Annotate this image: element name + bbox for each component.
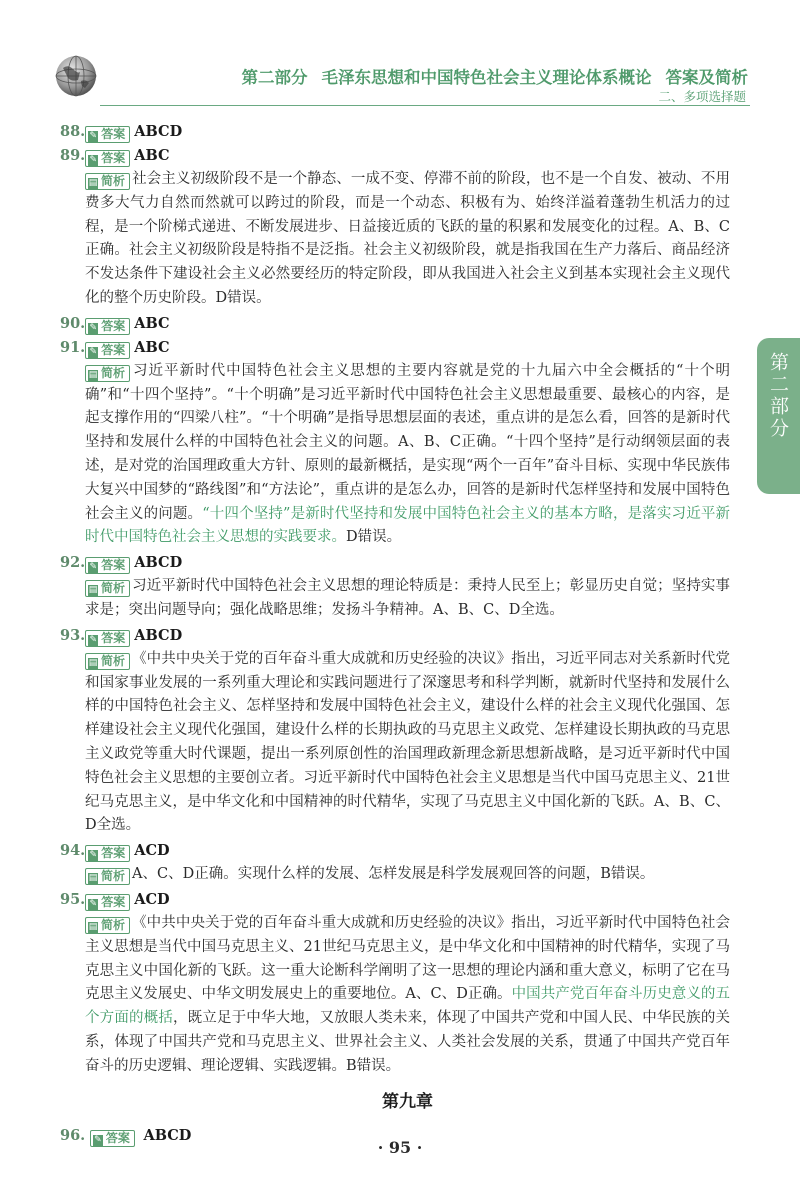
answer-line xyxy=(60,551,740,575)
pencil-icon: ✎ xyxy=(89,155,97,165)
explain-tag xyxy=(85,653,130,670)
header-section: 答案及简析 xyxy=(665,68,748,87)
answer-tag xyxy=(85,318,130,335)
answer-value: ABCD xyxy=(134,123,183,140)
answer-tag-label: 答案 xyxy=(101,151,126,165)
highlighted-text: “十四个坚持”是新时代坚持和发展中国特色社会主义的基本方略，是落实习近平新时代中国特色社会主义思想的实践要求。 xyxy=(85,505,731,546)
answer-value: ABC xyxy=(134,147,170,164)
answer-tag xyxy=(85,894,130,911)
explanation-text: 《中共中央关于党的百年奋斗重大成就和历史经验的决议》指出，习近平新时代中国特色社会主义思想是当代中国马克思主义、21世纪马克思主义，是中华文化和中国精神的时代精华，实现了马克思主义中国化新的飞跃。这一重大论断科学阐明了这一思想的理论内涵和重大意义，标明了它在马克思主义发展史、中华文明发展史上的重要地位。A、C、D正确。 xyxy=(85,914,730,1003)
book-icon: ▤ xyxy=(88,178,98,188)
explain-tag-label: 简析 xyxy=(101,869,126,884)
answer-list xyxy=(60,120,740,1148)
explain-tag xyxy=(85,868,130,885)
explanation-text: 习近平新时代中国特色社会主义思想的理论特质是：秉持人民至上；彰显历史自觉；坚持实事求是；突出问题导向；强化战略思维；发扬斗争精神。A、B、C、D全选。 xyxy=(85,578,730,618)
explanation-paragraph xyxy=(85,912,730,1079)
pencil-icon: ✎ xyxy=(89,322,97,333)
answer-tag-label: 答案 xyxy=(101,630,126,645)
answer-tag xyxy=(85,630,130,647)
pencil-icon: ✎ xyxy=(89,131,97,141)
header-title xyxy=(242,64,749,88)
answer-line xyxy=(60,888,740,912)
answer-tag-label: 答案 xyxy=(101,894,126,909)
answer-value: ABCD xyxy=(143,1126,192,1144)
header-divider xyxy=(100,105,750,106)
answer-value: ACD xyxy=(134,842,170,860)
answer-tag-label: 答案 xyxy=(101,127,126,141)
question-number: 96. xyxy=(60,1126,86,1144)
book-icon: ▤ xyxy=(88,657,98,668)
explanation-paragraph xyxy=(85,648,730,838)
highlighted-text: 中国共产党百年奋斗历史意义的五个方面的概括 xyxy=(85,986,730,1027)
answer-tag xyxy=(85,845,130,862)
explain-tag-label: 简析 xyxy=(101,174,126,188)
book-icon: ▤ xyxy=(88,873,98,884)
pencil-icon: ✎ xyxy=(94,1134,102,1145)
pencil-icon: ✎ xyxy=(89,346,97,357)
explain-tag-label: 简析 xyxy=(101,365,126,380)
globe-icon xyxy=(54,54,98,98)
header-part: 第二部分 xyxy=(241,68,308,87)
pencil-icon: ✎ xyxy=(89,562,97,573)
explanation-paragraph xyxy=(85,863,730,887)
answer-tag-label: 答案 xyxy=(105,1130,130,1145)
explanation-text: 社会主义初级阶段不是一个静态、一成不变、停滞不前的阶段，也不是一个自发、被动、不用费多大气力自然而然就可以跨过的阶段，而是一个动态、积极有为、始终洋溢着蓬勃生机活力的过程，是一个阶梯式递进、不断发展进步、日益接近质的飞跃的量的积累和发展变化的过程。A、B、C正确。社会主义初级阶段是特指不是泛指。社会主义初级阶段，就是指我国在生产力落后、商品经济不发达条件下建设社会主义必然要经历的特定阶段，即从我国进入社会主义到基本实现社会主义现代化的整个历史阶段。D错误。 xyxy=(85,171,730,306)
explanation-paragraph xyxy=(85,575,730,623)
answer-tag-label: 答案 xyxy=(101,846,126,861)
answer-value: ABCD xyxy=(134,554,183,572)
answer-line xyxy=(60,336,740,360)
header-subsection: 二、多项选择题 xyxy=(658,89,746,104)
pencil-icon: ✎ xyxy=(89,634,97,645)
explain-tag xyxy=(85,173,130,190)
answer-line xyxy=(60,839,740,863)
explain-tag-label: 简析 xyxy=(101,917,126,932)
answer-line xyxy=(60,144,740,168)
question-number: 90. xyxy=(60,314,86,332)
question-number: 88. xyxy=(60,123,86,140)
explain-tag-label: 简析 xyxy=(101,653,126,668)
explanation-paragraph xyxy=(85,360,730,550)
chapter-title: 第九章 xyxy=(382,1091,433,1112)
answer-tag xyxy=(85,342,130,359)
page-number: · 95 · xyxy=(377,1138,423,1157)
explanation-text: A、C、D正确。实现什么样的发展、怎样发展是科学发展观回答的问题，B错误。 xyxy=(132,866,655,883)
answer-tag-label: 答案 xyxy=(101,558,126,573)
explanation-paragraph xyxy=(85,168,730,311)
answer-tag-label: 答案 xyxy=(101,318,126,333)
answer-value: ABCD xyxy=(134,626,183,644)
explanation-text: 习近平新时代中国特色社会主义思想的主要内容就是党的十九届六中全会概括的“十个明确”和“十四个坚持”。“十个明确”是习近平新时代中国特色社会主义思想最重要、最核心的内容，是起支撑作用的“四梁八柱”。“十个明确”是指导思想层面的表述，重点讲的是怎么看，回答的是新时代坚持和发展什么样的中国特色社会主义的问题。A、B、C正确。“十四个坚持”是行动纲领层面的表述，是对党的治国理政重大方针、原则的最新概括，是实现“两个一百年”奋斗目标、实现中华民族伟大复兴中国梦的“路线图”和“方法论”，重点讲的是怎么办，回答的是新时代怎样坚持和发展中国特色社会主义的问题。 xyxy=(85,362,730,522)
explain-tag xyxy=(85,580,130,597)
explain-tag xyxy=(85,917,130,934)
book-icon: ▤ xyxy=(88,369,98,380)
pencil-icon: ✎ xyxy=(89,850,97,861)
side-section-tab[interactable] xyxy=(757,338,800,494)
answer-line xyxy=(60,624,740,648)
explain-tag xyxy=(85,365,130,382)
question-number: 89. xyxy=(60,147,86,164)
answer-value: ABC xyxy=(134,338,170,356)
pencil-icon: ✎ xyxy=(89,898,97,909)
answer-tag xyxy=(85,126,130,143)
answer-tag xyxy=(85,150,130,167)
question-number: 94. xyxy=(60,842,86,860)
items-container xyxy=(60,120,740,1079)
answer-tag-label: 答案 xyxy=(101,342,126,357)
explanation-text: 《中共中央关于党的百年奋斗重大成就和历史经验的决议》指出，习近平同志对关系新时代党和国家事业发展的一系列重大理论和实践问题进行了深邃思考和科学判断，就新时代坚持和发展什么样的中国特色社会主义、怎样坚持和发展中国特色社会主义，建设什么样的社会主义现代化强国、怎样建设社会主义现代化强国，建设什么样的长期执政的马克思主义政党、怎样建设长期执政的马克思主义政党等重大时代课题，提出一系列原创性的治国理政新理念新思想新战略，是习近平新时代中国特色社会主义思想的主要创立者。习近平新时代中国特色社会主义思想是当代中国马克思主义、21世纪马克思主义，是中华文化和中国精神的时代精华，实现了马克思主义中国化新的飞跃。A、B、C、D全选。 xyxy=(85,650,730,834)
page-header xyxy=(0,0,800,112)
explain-tag-label: 简析 xyxy=(101,581,126,596)
answer-line xyxy=(60,120,740,144)
question-number: 91. xyxy=(60,338,86,356)
question-number: 95. xyxy=(60,890,86,908)
side-tab-label: 第二部分 xyxy=(767,352,789,440)
answer-tag xyxy=(85,557,130,574)
header-book: 毛泽东思想和中国特色社会主义理论体系概论 xyxy=(321,68,652,87)
explanation-text-end: D错误。 xyxy=(346,529,402,546)
question-number: 93. xyxy=(60,626,86,644)
question-number: 92. xyxy=(60,554,86,572)
answer-value: ABC xyxy=(134,314,170,332)
explanation-text-end: ，既立足于中华大地，又放眼人类未来，体现了中国共产党和中国人民、中华民族的关系，体现了中国共产党和马克思主义、世界社会主义、人类社会发展的关系，贯通了中国共产党百年奋斗的历史逻辑、理论逻辑、实践逻辑。B错误。 xyxy=(85,1010,731,1074)
book-icon: ▤ xyxy=(88,585,98,596)
answer-line xyxy=(60,312,740,336)
book-icon: ▤ xyxy=(88,921,98,932)
answer-value: ACD xyxy=(134,890,170,908)
